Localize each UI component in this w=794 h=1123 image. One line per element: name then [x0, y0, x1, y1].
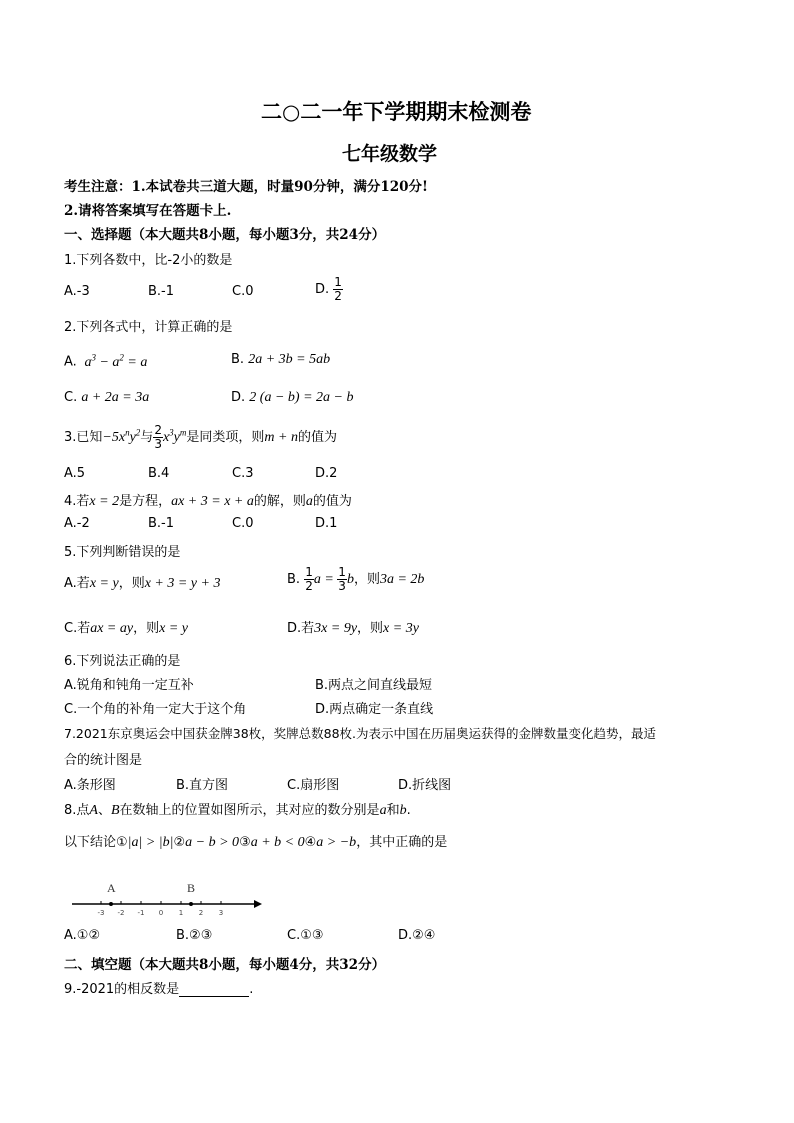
q7-option-c: C.扇形图	[287, 778, 340, 793]
q4-option-b: B.-1	[148, 516, 175, 531]
q9-stem-text: 9.-2021的相反数是	[64, 982, 180, 997]
q7-option-d: D.折线图	[398, 778, 452, 793]
tick-label: -1	[137, 909, 145, 917]
q3-option-c: C.3	[232, 466, 254, 481]
q8-line1-prefix: 8.点	[64, 803, 90, 818]
q5-b-var: b	[346, 572, 354, 587]
number-line-figure	[66, 876, 266, 918]
q3-term-1: $-5x^ny^2$	[102, 427, 141, 445]
q4-stem	[64, 490, 352, 510]
q5-option-c	[64, 617, 188, 637]
q3-option-a: A.5	[64, 466, 86, 481]
q6-option-c: C.一个角的补角一定大于这个角	[64, 702, 247, 717]
q2-c-expr: a + 2a = 3a	[81, 390, 150, 405]
tick-label: 2	[198, 909, 204, 917]
q5-c-cond: ax = ay	[90, 621, 134, 636]
q5-option-d	[287, 617, 419, 637]
section-1-heading: 一、选择题（本大题共8小题，每小题3分，共24分）	[64, 227, 386, 243]
tick-label: 3	[218, 909, 224, 917]
section-2-heading: 二、填空题（本大题共8小题，每小题4分，共32分）	[64, 957, 386, 973]
q6-option-d: D.两点确定一条直线	[315, 702, 434, 717]
exam-title: 二○二一年下学期期末检测卷	[261, 99, 532, 124]
q5-d-cond: 3x = 9y	[314, 621, 358, 636]
q2-option-c	[64, 390, 149, 406]
q5-c-mid: ，则	[133, 621, 160, 636]
q8-option-b: B.②③	[176, 928, 213, 943]
q4-stem-suffix: 的值为	[312, 494, 352, 509]
q5-option-a	[64, 572, 220, 592]
q4-x-eq: x = 2	[89, 494, 120, 509]
q8-point-b: B	[110, 803, 120, 818]
q7-option-a: A.条形图	[64, 778, 116, 793]
q1-d-label: D.	[315, 282, 330, 297]
q3-frac-denominator: 3	[154, 437, 162, 451]
q1-d-fraction	[333, 276, 343, 303]
q2-d-label: D.	[231, 390, 246, 405]
q4-option-a: A.-2	[64, 516, 90, 531]
q8-c2-marker: ②	[173, 835, 186, 850]
q8-point-a: A	[89, 803, 98, 818]
q8-line-1	[64, 799, 411, 819]
q8-line2-suffix: ，其中正确的是	[356, 835, 448, 850]
q8-conclusion-2: a − b > 0	[185, 835, 240, 850]
q5-option-b	[287, 566, 424, 593]
q3-option-b: B.4	[148, 466, 170, 481]
q8-line1-mid: 在数轴上的位置如图所示，其对应的数分别是	[119, 803, 380, 818]
q4-stem-prefix: 4.若	[64, 494, 90, 509]
q4-equation: ax + 3 = x + a	[171, 494, 254, 509]
q5-a-mid: ，则	[118, 576, 145, 591]
notes-line-1: 考生注意：1.本试卷共三道大题，时量90分钟，满分120分!	[64, 179, 428, 195]
q8-conclusion-3: a + b < 0	[250, 835, 305, 850]
q5-b-result: 3a = 2b	[379, 572, 425, 587]
exam-subtitle: 七年级数学	[342, 143, 438, 165]
q8-sep: 、	[97, 803, 111, 818]
q8-conclusion-4: a > −b	[316, 835, 357, 850]
q9-end: .	[249, 982, 254, 997]
tick-label: -2	[117, 909, 125, 917]
q2-b-expr: 2a + 3b = 5ab	[248, 352, 331, 367]
q6-stem: 6.下列说法正确的是	[64, 654, 181, 669]
q8-line1-end: .	[406, 803, 411, 818]
q8-option-a: A.①②	[64, 928, 101, 943]
point-a-label: A	[107, 881, 116, 895]
q2-option-d	[231, 390, 353, 406]
q5-b-frac-1: $\frac{1}{2}$	[305, 565, 313, 593]
q5-a-prefix: A.若	[64, 576, 90, 591]
q8-var-a: a	[379, 803, 387, 818]
q8-option-c: C.①③	[287, 928, 324, 943]
q8-line2-prefix: 以下结论①	[64, 835, 128, 850]
q3-expr: m + n	[264, 430, 298, 445]
q8-c3-marker: ③	[239, 835, 251, 850]
q1-option-b: B.-1	[148, 284, 175, 299]
q5-c-prefix: C.若	[64, 621, 91, 636]
q4-stem-mid2: 的解，则	[253, 494, 306, 509]
q7-line-2: 合的统计图是	[64, 753, 143, 768]
q2-option-b	[231, 352, 330, 368]
q8-and: 和	[386, 803, 400, 818]
q1-option-a: A.-3	[64, 284, 90, 299]
q1-option-c: C.0	[232, 284, 254, 299]
q2-option-a	[64, 352, 147, 371]
q2-a-label: A.	[64, 354, 77, 370]
q6-option-a: A.锐角和钝角一定互补	[64, 678, 194, 693]
q5-d-mid: ，则	[357, 621, 384, 636]
notes-line-2: 2.请将答案填写在答题卡上.	[64, 203, 232, 219]
q8-conclusion-1: |a| > |b|	[127, 835, 174, 850]
point-b-dot	[189, 902, 193, 906]
q3-fraction	[153, 424, 163, 451]
q2-stem: 2.下列各式中，计算正确的是	[64, 320, 233, 335]
q5-b-cond: a =	[313, 572, 338, 587]
q2-b-label: B.	[231, 352, 245, 367]
q3-term-2: $x^3y^m$	[162, 427, 187, 445]
q1-d-numerator: 1	[334, 275, 342, 289]
q9-stem	[64, 978, 253, 997]
point-a-dot	[109, 902, 113, 906]
q5-b-mid: ，则	[353, 572, 380, 587]
q6-option-b: B.两点之间直线最短	[315, 678, 433, 693]
q4-stem-mid: 是方程，	[119, 494, 172, 509]
q3-frac-numerator: 2	[154, 423, 162, 437]
q8-line-2	[64, 831, 447, 851]
tick-label: 1	[178, 909, 184, 917]
q9-answer-blank[interactable]	[179, 984, 249, 997]
q3-stem-mid2: 是同类项，则	[186, 430, 265, 445]
q3-stem-suffix: 的值为	[297, 430, 337, 445]
q8-c4-marker: ④	[304, 835, 317, 850]
q2-a-expr: $a^3 - a^2 = a$	[80, 352, 148, 370]
q1-option-d	[315, 276, 343, 303]
q5-b-prefix: B.	[287, 572, 301, 587]
q5-d-prefix: D.若	[287, 621, 315, 636]
tick-label: 0	[158, 909, 164, 917]
q7-option-b: B.直方图	[176, 778, 229, 793]
q8-var-b: b	[399, 803, 407, 818]
number-line-arrow	[254, 900, 262, 908]
q5-b-frac-2: $\frac{1}{3}$	[338, 565, 346, 593]
q3-stem	[64, 424, 337, 451]
q7-line-1: 7.2021东京奥运会中国获金牌38枚，奖牌总数88枚.为表示中国在历届奥运获得的金牌数量变化趋势，最适	[64, 726, 657, 741]
q4-var: a	[305, 494, 313, 509]
q3-stem-prefix: 3.已知	[64, 430, 103, 445]
q3-option-d: D.2	[315, 466, 338, 481]
tick-label: -3	[97, 909, 105, 917]
q3-stem-mid: 与	[140, 430, 154, 445]
point-b-label: B	[187, 881, 196, 895]
q5-c-result: x = y	[159, 621, 188, 636]
q2-c-label: C.	[64, 390, 78, 405]
q5-stem: 5.下列判断错误的是	[64, 545, 181, 560]
q4-option-c: C.0	[232, 516, 254, 531]
q5-a-cond: x = y	[89, 576, 119, 591]
q8-option-d: D.②④	[398, 928, 436, 943]
q4-option-d: D.1	[315, 516, 338, 531]
q2-d-expr: 2 (a − b) = 2a − b	[249, 390, 354, 405]
q5-d-result: x = 3y	[383, 621, 419, 636]
q1-stem: 1.下列各数中，比-2小的数是	[64, 253, 233, 268]
q1-d-denominator: 2	[334, 289, 342, 303]
q5-a-result: x + 3 = y + 3	[144, 576, 221, 591]
